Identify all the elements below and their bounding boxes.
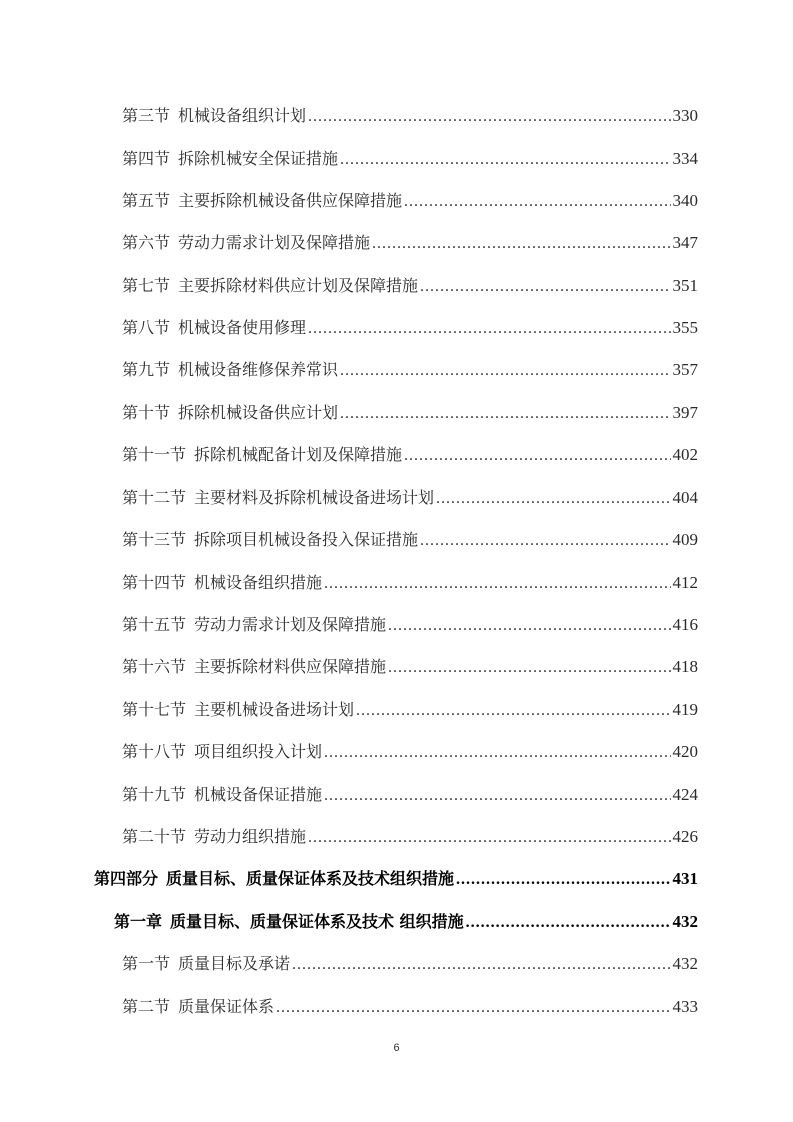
toc-entry-page: 433 [672, 997, 698, 1016]
dot-leader [436, 487, 670, 511]
toc-entry-title: 主要拆除材料供应计划及保障措施 [178, 276, 419, 295]
toc-entry[interactable] [122, 274, 698, 298]
toc-entry-page: 426 [672, 827, 698, 846]
toc-entry-page: 340 [672, 191, 698, 210]
toc-entry[interactable] [122, 401, 698, 425]
toc-entry-page: 419 [672, 700, 698, 719]
toc-entry-number: 第九节 [122, 360, 171, 379]
toc-entry-number: 第五节 [122, 191, 171, 210]
toc-entry-page: 409 [672, 530, 698, 549]
toc-entry-page: 412 [672, 573, 698, 592]
toc-entry[interactable] [122, 655, 698, 679]
toc-entry-page: 347 [672, 233, 698, 252]
toc-entry-page: 357 [672, 360, 698, 379]
dot-leader [276, 996, 670, 1020]
toc-entry[interactable] [122, 189, 698, 213]
toc-entry[interactable] [122, 698, 698, 722]
toc-entry[interactable] [122, 740, 698, 764]
toc-entry-number: 第十三节 [122, 530, 187, 549]
toc-entry-title: 质量目标、质量保证体系及技术 组织措施 [170, 912, 464, 931]
toc-entry-page: 431 [672, 869, 698, 888]
dot-leader [308, 826, 670, 850]
toc-entry-title: 主要拆除机械设备供应保障措施 [178, 191, 403, 210]
toc-entry-number: 第一节 [122, 954, 171, 973]
toc-entry-title: 项目组织投入计划 [194, 742, 323, 761]
dot-leader [404, 190, 670, 214]
dot-leader [356, 699, 670, 723]
toc-entry-part[interactable] [94, 867, 698, 891]
toc-entry[interactable] [122, 231, 698, 255]
dot-leader [340, 359, 670, 383]
toc-entry-number: 第十一节 [122, 445, 187, 464]
toc-entry-title: 劳动力需求计划及保障措施 [194, 615, 387, 634]
toc-entry-page: 351 [672, 276, 698, 295]
toc-entry-page: 397 [672, 403, 698, 422]
dot-leader [340, 148, 670, 172]
toc-entry-title: 拆除机械设备供应计划 [178, 403, 339, 422]
toc-entry-title: 机械设备组织措施 [194, 573, 323, 592]
toc-entry-number: 第四部分 [94, 869, 159, 888]
dot-leader [340, 402, 670, 426]
toc-entry-page: 416 [672, 615, 698, 634]
toc-entry[interactable] [122, 952, 698, 976]
toc-entry-title: 机械设备保证措施 [194, 785, 323, 804]
toc-entry-title: 主要拆除材料供应保障措施 [194, 657, 387, 676]
toc-entry-page: 420 [672, 742, 698, 761]
page-number: 6 [393, 1042, 400, 1054]
toc-entry-page: 432 [672, 912, 698, 931]
toc-entry-page: 402 [672, 445, 698, 464]
toc-entry-number: 第十六节 [122, 657, 187, 676]
toc-entry-number: 第三节 [122, 106, 171, 125]
dot-leader [324, 741, 670, 765]
toc-entry[interactable] [122, 995, 698, 1019]
dot-leader [404, 444, 670, 468]
toc-entry-title: 拆除机械配备计划及保障措施 [194, 445, 403, 464]
toc-entry-number: 第十五节 [122, 615, 187, 634]
dot-leader [324, 784, 670, 808]
toc-entry-number: 第十二节 [122, 488, 187, 507]
toc-entry-page: 330 [672, 106, 698, 125]
toc-entry-title: 主要机械设备进场计划 [194, 700, 355, 719]
toc-entry-number: 第十七节 [122, 700, 187, 719]
toc-entry-title: 机械设备使用修理 [178, 318, 307, 337]
toc-entry[interactable] [122, 104, 698, 128]
toc-entry-number: 第二节 [122, 997, 171, 1016]
toc-entry-number: 第八节 [122, 318, 171, 337]
dot-leader [388, 614, 670, 638]
toc-entry-page: 404 [672, 488, 698, 507]
toc-entry-chapter[interactable] [114, 910, 698, 934]
toc-entry-number: 第十四节 [122, 573, 187, 592]
toc-entry-title: 质量保证体系 [178, 997, 275, 1016]
toc-entry-number: 第十八节 [122, 742, 187, 761]
toc-entry-number: 第十节 [122, 403, 171, 422]
toc-entry[interactable] [122, 825, 698, 849]
toc-entry-title: 劳动力组织措施 [194, 827, 307, 846]
toc-entry-number: 第六节 [122, 233, 171, 252]
toc-entry[interactable] [122, 316, 698, 340]
toc-entry-page: 424 [672, 785, 698, 804]
toc-entry-title: 拆除项目机械设备投入保证措施 [194, 530, 419, 549]
toc-entry-title: 拆除机械安全保证措施 [178, 149, 339, 168]
toc-entry-page: 334 [672, 149, 698, 168]
toc-entry-title: 劳动力需求计划及保障措施 [178, 233, 371, 252]
dot-leader [292, 953, 670, 977]
toc-entry-title: 质量目标、质量保证体系及技术组织措施 [166, 869, 455, 888]
toc-entry[interactable] [122, 486, 698, 510]
dot-leader [420, 275, 670, 299]
toc-entry-page: 418 [672, 657, 698, 676]
dot-leader [324, 572, 670, 596]
toc-entry-number: 第四节 [122, 149, 171, 168]
dot-leader [466, 911, 671, 935]
dot-leader [308, 105, 670, 129]
toc-entry-page: 432 [672, 954, 698, 973]
toc-entry-number: 第二十节 [122, 827, 187, 846]
toc-entry-title: 主要材料及拆除机械设备进场计划 [194, 488, 435, 507]
toc-entry-page: 355 [672, 318, 698, 337]
toc-entry-title: 机械设备组织计划 [178, 106, 307, 125]
toc-entry-title: 机械设备维修保养常识 [178, 360, 339, 379]
toc-entry[interactable] [122, 783, 698, 807]
dot-leader [420, 529, 670, 553]
dot-leader [308, 317, 670, 341]
toc-entry[interactable] [122, 571, 698, 595]
toc-entry-title: 质量目标及承诺 [178, 954, 291, 973]
toc-entry[interactable] [122, 613, 698, 637]
dot-leader [372, 232, 670, 256]
toc-entry-number: 第七节 [122, 276, 171, 295]
toc-entry[interactable] [122, 147, 698, 171]
dot-leader [456, 868, 670, 892]
toc-entry-number: 第一章 [114, 912, 163, 931]
dot-leader [388, 656, 670, 680]
toc-entry[interactable] [122, 443, 698, 467]
toc-entry[interactable] [122, 528, 698, 552]
toc-entry-number: 第十九节 [122, 785, 187, 804]
toc-entry[interactable] [122, 358, 698, 382]
